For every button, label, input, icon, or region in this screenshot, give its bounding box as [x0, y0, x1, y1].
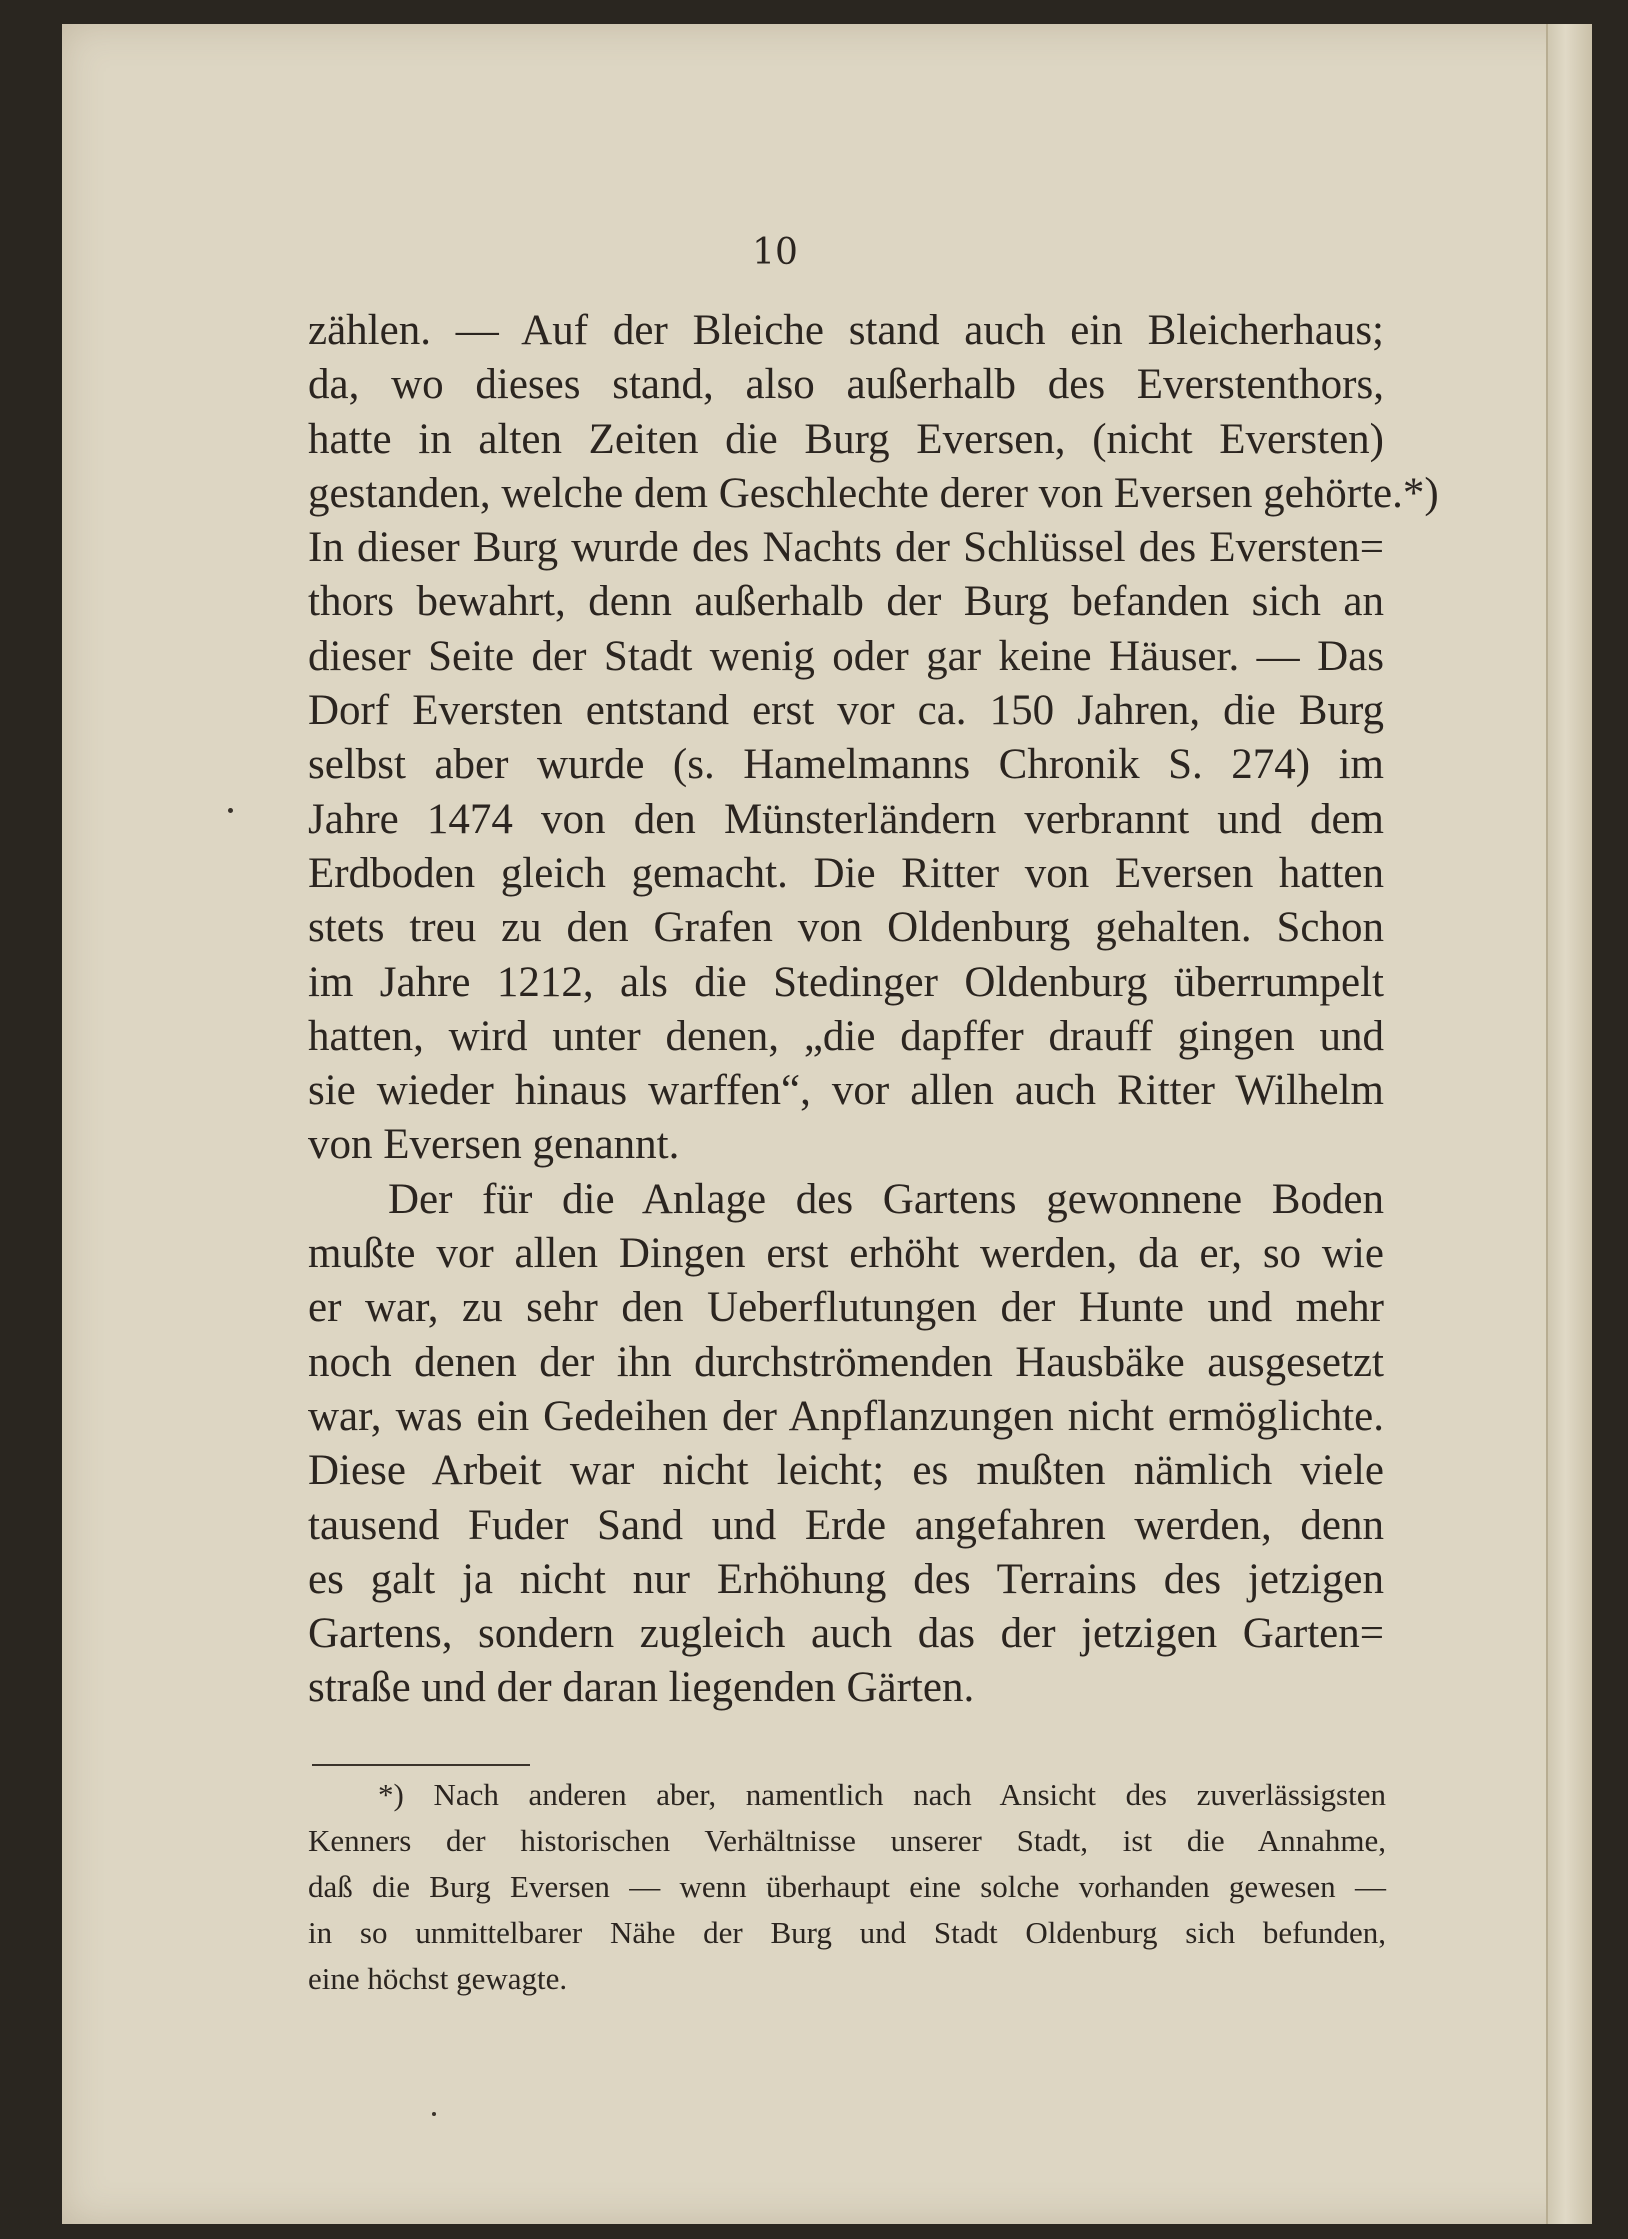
- text-line: gestanden, welche dem Geschlechte derer von Eversen gehörte.*): [308, 469, 1439, 517]
- footnote-rule: [312, 1764, 530, 1766]
- text-line: In dieser Burg wurde des Nachts der Schlüssel des Eversten=: [308, 524, 1384, 572]
- body-text: [308, 304, 1439, 1716]
- footnote-line: Kenners der historischen Verhältnisse unserer Stadt, ist die Annahme,: [308, 1823, 1386, 1858]
- text-line: stets treu zu den Grafen von Oldenburg gehalten. Schon: [308, 904, 1384, 952]
- text-line: straße und der daran liegenden Gärten.: [308, 1664, 975, 1712]
- footnote-line: *) Nach anderen aber, namentlich nach Ansicht des zuverlässigsten: [378, 1777, 1386, 1812]
- text-line: thors bewahrt, denn außerhalb der Burg befanden sich an: [308, 578, 1384, 626]
- text-line: Gartens, sondern zugleich auch das der jetzigen Garten=: [308, 1610, 1384, 1658]
- text-line: selbst aber wurde (s. Hamelmanns Chronik S. 274) im: [308, 741, 1384, 789]
- text-line: mußte vor allen Dingen erst erhöht werden, da er, so wie: [308, 1230, 1384, 1278]
- text-line: zählen. — Auf der Bleiche stand auch ein Bleicherhaus;: [308, 307, 1384, 354]
- footnote-line: in so unmittelbarer Nähe der Burg und Stadt Oldenburg sich befunden,: [308, 1915, 1386, 1950]
- text-line: er war, zu sehr den Ueberflutungen der Hunte und mehr: [308, 1284, 1384, 1332]
- footnote: [308, 1772, 1386, 2002]
- text-line: es galt ja nicht nur Erhöhung des Terrains des jetzigen: [308, 1555, 1384, 1603]
- page-edge: [1546, 24, 1592, 2224]
- text-line: Der für die Anlage des Gartens gewonnene Boden: [388, 1175, 1384, 1223]
- text-line: da, wo dieses stand, also außerhalb des Everstenthors,: [308, 361, 1384, 409]
- text-line: sie wieder hinaus warffen“, vor allen auch Ritter Wilhelm: [308, 1067, 1384, 1115]
- text-line: im Jahre 1212, als die Stedinger Oldenburg überrumpelt: [308, 958, 1384, 1006]
- text-line: noch denen der ihn durchströmenden Hausbäke ausgesetzt: [308, 1338, 1384, 1386]
- text-line: hatten, wird unter denen, „die dapffer drauff gingen und: [308, 1012, 1384, 1060]
- text-line: dieser Seite der Stadt wenig oder gar keine Häuser. — Das: [308, 632, 1384, 680]
- text-line: tausend Fuder Sand und Erde angefahren werden, denn: [308, 1501, 1384, 1549]
- text-line: Jahre 1474 von den Münsterländern verbrannt und dem: [308, 795, 1384, 843]
- page-number: 10: [752, 232, 798, 273]
- footnote-line: daß die Burg Eversen — wenn überhaupt eine solche vorhanden gewesen —: [308, 1869, 1386, 1904]
- paper-speck: [228, 808, 233, 813]
- text-line: von Eversen genannt.: [308, 1121, 680, 1169]
- footnote-line: eine höchst gewagte.: [308, 1961, 568, 1996]
- text-line: Dorf Eversten entstand erst vor ca. 150 Jahren, die Burg: [308, 687, 1384, 735]
- text-line: hatte in alten Zeiten die Burg Eversen, (nicht Eversten): [308, 415, 1384, 463]
- text-line: Erdboden gleich gemacht. Die Ritter von Eversen hatten: [308, 849, 1384, 897]
- paper-speck: [432, 2112, 436, 2116]
- text-line: war, was ein Gedeihen der Anpflanzungen nicht ermöglichte.: [308, 1392, 1384, 1440]
- text-line: Diese Arbeit war nicht leicht; es mußten nämlich viele: [308, 1447, 1384, 1495]
